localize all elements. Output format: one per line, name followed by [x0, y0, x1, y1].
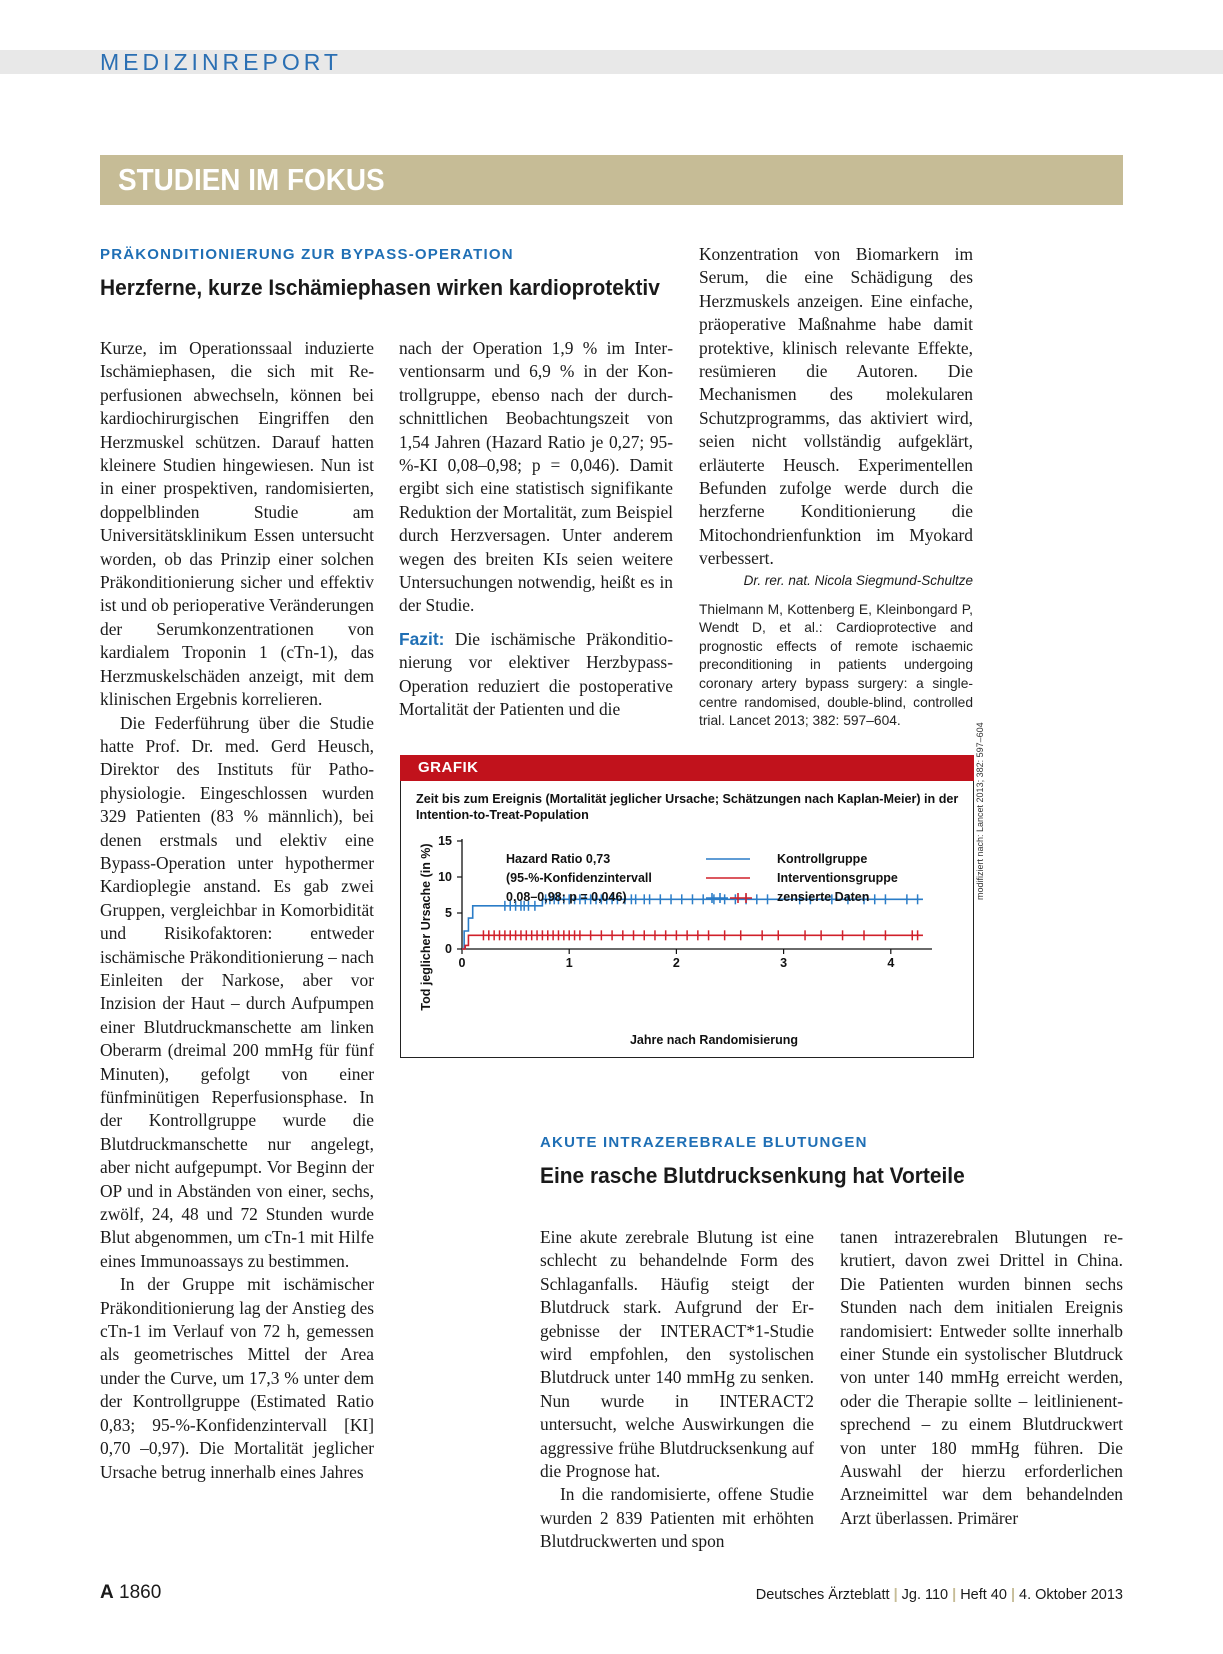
reference: Thielmann M, Kottenberg E, Kleinbongard P, Wendt D, et al.: Cardioprotective and prognostic effects of remote ischaemic preconditioning in patients undergoing coronary artery bypass surgery: a single-centre randomised, double-blind, controlled trial. Lancet 2013; 382: 597–604. — [699, 601, 973, 729]
author-byline: Dr. rer. nat. Nicola Siegmund-Schultze — [743, 572, 973, 588]
legend-intervention: Interventionsgruppe — [777, 871, 898, 885]
y-tick-label: 10 — [438, 870, 452, 884]
separator: | — [893, 1587, 898, 1603]
figure-label: GRAFIK — [418, 759, 479, 776]
figure-header-bar — [400, 755, 974, 781]
fazit-label: Fazit: — [399, 628, 445, 649]
y-axis-label: Tod jeglicher Ursache (in %) — [419, 843, 433, 1011]
article1-kicker: PRÄKONDITIONIERUNG ZUR BYPASS-OPERATION — [100, 246, 514, 263]
page-prefix: A — [100, 1582, 114, 1603]
article1-column-3 — [699, 243, 973, 731]
article1-headline: Herzferne, kurze Ischämiephasen wirken kardioprotektiv — [100, 275, 660, 300]
paragraph: In der Gruppe mit ischämischer Präkonditionierung lag der Anstieg des cTn-1 im Verlauf von 72 h, gemessen als geometrisches Mittel der Area under the Curve, um 17,3 % unter dem der Kontrollgruppe (Estimated Ratio 0,83; 95-%-Konfidenzintervall [KI] 0,70 –0,97). Die Mortalität jeglicher Ursache betrug innerhalb eines Jahres — [100, 1274, 374, 1482]
legend-swatch-censored — [706, 893, 752, 903]
y-tick-label: 5 — [445, 906, 452, 920]
separator: | — [1010, 1587, 1015, 1603]
paragraph: tanen intrazerebralen Blutungen rekrutiert, davon zwei Drittel in China. Die Patienten wurden binnen sechs Stunden nach dem initialen Ereignis randomisiert: Entweder sollte innerhalb einer Stunde ein systolischer Blutdruck von unter 140 mmHg erreicht werden, oder die Therapie sollte – leitlinienentsprechend – zu einem Blutdruckwert von unter 180 mmHg führen. Die Auswahl der hierzu erforderlichen Arzneimittel war dem behandelnden Arzt überlassen. Primärer — [840, 1227, 1123, 1528]
y-tick-label: 0 — [445, 942, 452, 956]
y-tick-label: 15 — [438, 834, 452, 848]
kaplan-meier-chart — [400, 830, 974, 1056]
journal-name: Deutsches Ärzteblatt — [755, 1587, 890, 1603]
paragraph: In die randomisierte, offene Studie wurden 2 839 Patienten mit erhöhten Blutdruckwerten und spon — [540, 1484, 814, 1552]
journal-date: 4. Oktober 2013 — [1019, 1587, 1123, 1603]
article2-headline: Eine rasche Blutdrucksenkung hat Vorteile — [540, 1163, 965, 1188]
article2-column-1 — [540, 1226, 814, 1554]
journal-issue: Heft 40 — [960, 1587, 1007, 1603]
fazit-paragraph — [399, 628, 673, 722]
article1-column-2 — [399, 337, 673, 722]
x-tick-label: 3 — [780, 956, 788, 970]
x-axis-label: Jahre nach Randomisierung — [629, 1033, 799, 1047]
separator: | — [952, 1587, 957, 1603]
article2-column-2 — [840, 1226, 1123, 1530]
x-tick-label: 1 — [565, 956, 573, 970]
x-tick-label: 0 — [458, 956, 466, 970]
journal-info — [756, 1585, 1123, 1605]
section-label: MEDIZINREPORT — [100, 49, 342, 75]
paragraph: nach der Operation 1,9 % im Interventionsarm und 6,9 % in der Kontrollgruppe, ebenso nach der durchschnittlichen Beobachtungszeit von 1,54 Jahren (Hazard Ratio je 0,27; 95-%-KI 0,08–0,98; p = 0,046). Damit ergibt sich eine statistisch signifikante Reduktion der Mortalität, zum Beispiel durch Herzversagen. Unter anderem wegen des breiten KIs seien weitere Untersuchungen notwendig, heißt es in der Studie. — [399, 338, 673, 616]
hr-line-2: (95-%-Konfidenzintervall — [506, 871, 652, 885]
banner-title: STUDIEN IM FOKUS — [118, 162, 385, 197]
journal-volume: Jg. 110 — [901, 1587, 949, 1603]
legend-control: Kontrollgruppe — [777, 852, 868, 866]
x-tick-label: 4 — [887, 956, 895, 970]
hr-line-3: 0,08–0,98; p = 0,046) — [506, 890, 627, 904]
hazard-ratio-annotation — [506, 852, 652, 904]
article1-column-1 — [100, 337, 374, 1484]
paragraph: Kurze, im Operationssaal induzierte Ischämiephasen, die sich mit Reperfusionen abwechseln, können bei kardiochirurgischen Eingriffen den Herzmuskel schützen. Darauf hatten kleinere Studien hingewiesen. Nun ist in einer prospektiven, randomisierten, doppelblinden Studie am Universitätsklinikum Essen untersucht worden, ob das Prinzip einer solchen Präkonditionierung sicher und effektiv ist und ob perioperative Veränderungen der Serumkonzentrationen von kardialem Troponin 1 (cTn-1), das Herzmuskelschäden anzeigt, mit dem klinischen Ergebnis korrelieren. — [100, 338, 374, 710]
page-number — [100, 1583, 161, 1603]
page-number-value: 1860 — [119, 1582, 162, 1603]
fazit-text: Die ischämische Präkonditionierung vor elektiver Herzbypass-Operation reduziert die postoperative Mortalität der Patienten und die — [399, 628, 673, 720]
x-tick-label: 2 — [672, 956, 680, 970]
legend-censored: zensierte Daten — [777, 890, 870, 904]
hr-line-1: Hazard Ratio 0,73 — [506, 852, 611, 866]
paragraph: Eine akute zerebrale Blutung ist eine schlecht zu behandelnde Form des Schlaganfalls. Häufig steigt der Blutdruck stark. Aufgrund der Ergebnisse der INTERACT*1-Studie wird empfohlen, den systolischen Blutdruck unter 140 mmHg zu senken. Nun wurde in INTERACT2 untersucht, welche Auswirkungen die aggressive frühe Blutdrucksenkung auf die Prognose hat. — [540, 1227, 814, 1482]
paragraph: Die Federführung über die Studie hatte Prof. Dr. med. Gerd Heusch, Direktor des Instituts für Pathophysiologie. Eingeschlossen wurden 329 Patienten (83 % männlich), bei denen erstmals und elektiv eine Bypass-Operation unter hypothermer Kardioplegie anstand. Es gab zwei Gruppen, vergleichbar in Komorbidität und Risikofaktoren: entweder ischämische Präkonditionierung – nach Einleiten der Narkose, aber vor Inzision der Haut – durch Aufpumpen einer Blutdruckmanschette am linken Oberarm (dreimal 200 mmHg für fünf Minuten), gefolgt von einer fünfminütigen Reperfusionsphase. In der Kontrollgruppe wurde die Blutdruckmanschette nur angelegt, aber nicht aufgepumpt. Vor Beginn der OP und in Abständen von einer, sechs, zwölf, 24, 48 und 72 Stunden wurde Blut abgenommen, um cTn-1 mit Hilfe eines Immunoassays zu bestimmen. — [100, 712, 374, 1271]
chart-title: Zeit bis zum Ereignis (Mortalität jeglicher Ursache; Schätzungen nach Kaplan-Meier) in der Intention-to-Treat-Population — [416, 792, 959, 822]
article2-kicker: AKUTE INTRAZEREBRALE BLUTUNGEN — [540, 1134, 868, 1151]
source-note: modifiziert nach: Lancet 2013; 382: 597–604 — [975, 722, 985, 900]
series-interventionsgruppe — [462, 930, 923, 949]
survival-curve — [462, 899, 923, 949]
paragraph: Konzentration von Biomarkern im Serum, die eine Schädigung des Herzmuskels anzeigen. Eine einfache, präoperative Maßnahme habe damit protektive, klinisch relevante Effekte, resümieren die Autoren. Die Mechanismen des molekularen Schutzprogramms, das aktiviert wird, seien nicht vollständig aufgeklärt, erläuterte Heusch. Experimentellen Befunden zufolge werde durch die herzferne Konditionierung die Mitochondrienfunktion im Myokard verbessert. — [699, 244, 973, 569]
